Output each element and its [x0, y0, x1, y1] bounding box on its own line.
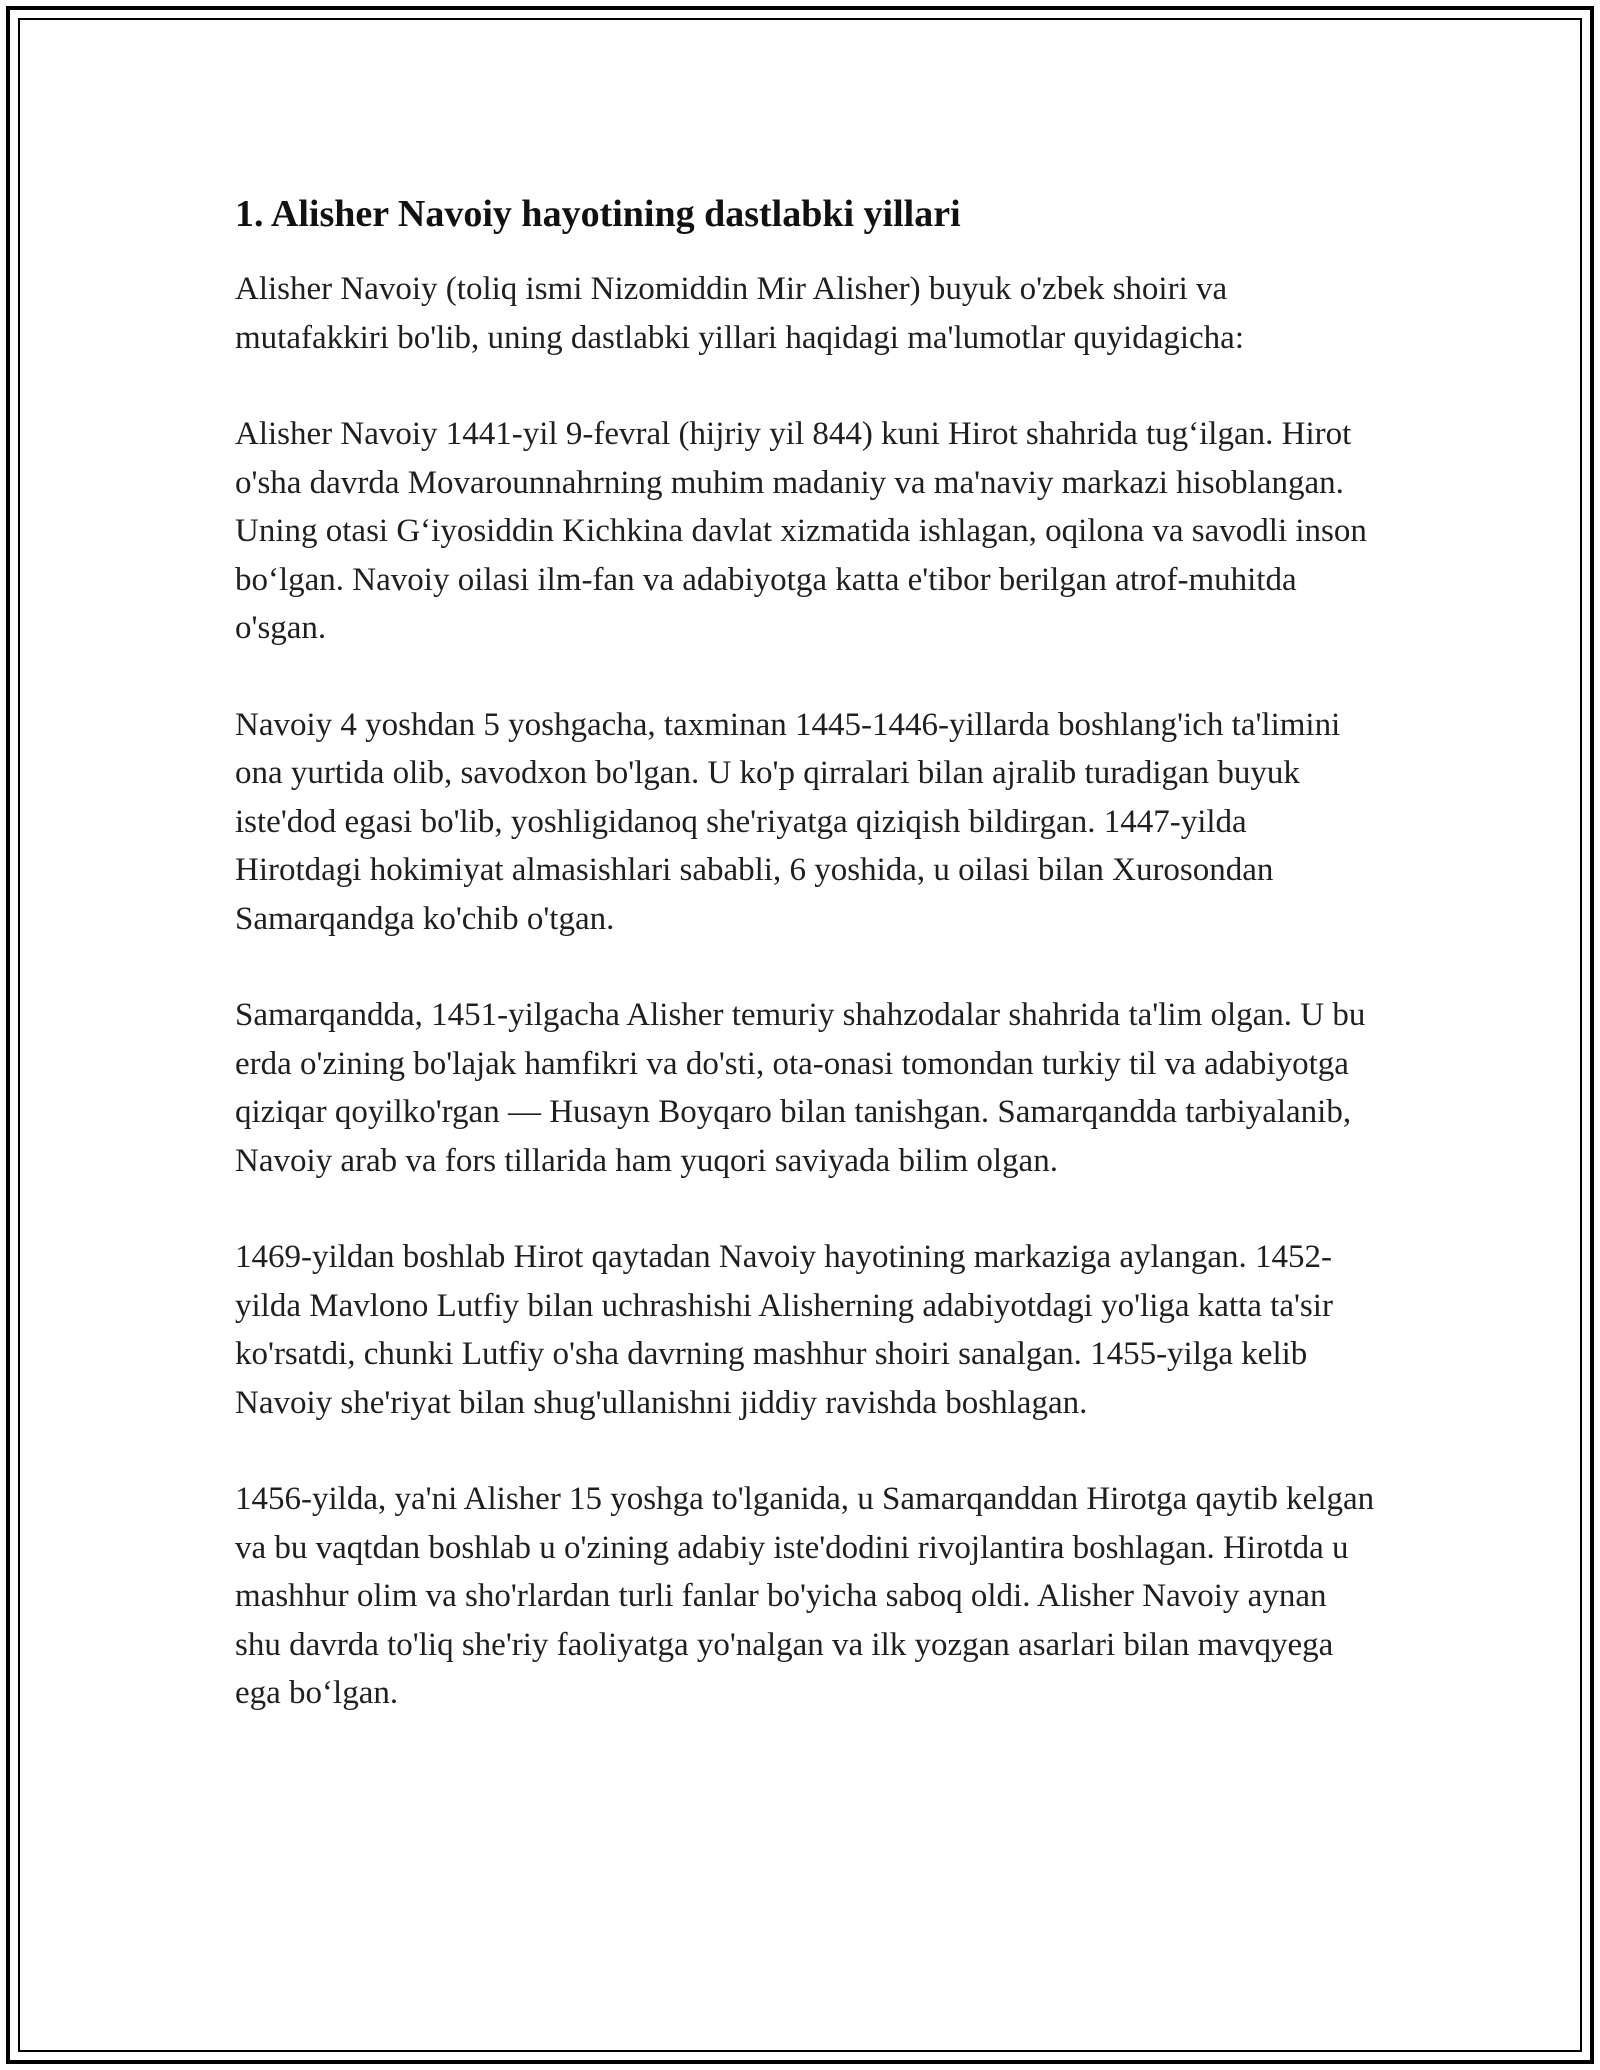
document-title: 1. Alisher Navoiy hayotining dastlabki yillari	[235, 193, 961, 235]
paragraph-birth: Alisher Navoiy 1441-yil 9-fevral (hijriy yil 844) kuni Hirot shahrida tug‘ilgan. Hirot o'sha davrda Movarounnahrning muhim madaniy va ma'naviy markazi hisoblangan. Uning otasi G‘iyosiddin Kichkina davlat xizmatida ishlagan, oqilona va savodli inson bo‘lgan. Navoiy oilasi ilm-fan va adabiyotga katta e'tibor berilgan atrof-muhitda o'sgan.	[235, 416, 1367, 646]
paragraph-literary-career: 1456-yilda, ya'ni Alisher 15 yoshga to'lganida, u Samarqanddan Hirotga qaytib kelgan va bu vaqtdan boshlab u o'zining adabiy iste'dodini rivojlantira boshlagan. Hirotda u mashhur olim va sho'rlardan turli fanlar bo'yicha saboq oldi. Alisher Navoiy aynan shu davrda to'liq she'riy faoliyatga yo'nalgan va ilk yozgan asarlari bilan mavqyega ega bo‘lgan.	[235, 1481, 1375, 1711]
paragraph-samarkand: Samarqandda, 1451-yilgacha Alisher temuriy shahzodalar shahrida ta'lim olgan. U bu erda o'zining bo'lajak hamfikri va do'sti, ota-onasi tomondan turkiy til va adabiyotga qiziqar qoyilko'rgan — Husayn Boyqaro bilan tanishgan. Samarqandda tarbiyalanib, Navoiy arab va fors tillarida ham yuqori saviyada bilim olgan.	[235, 997, 1366, 1179]
paragraph-herat-return: 1469-yildan boshlab Hirot qaytadan Navoiy hayotining markaziga aylangan. 1452-yilda Mavlono Lutfiy bilan uchrashishi Alisherning adabiyotdagi yo'liga katta ta'sir ko'rsatdi, chunki Lutfiy o'sha davrning mashhur shoiri sanalgan. 1455-yilga kelib Navoiy she'riyat bilan shug'ullanishni jiddiy ravishda boshlagan.	[235, 1239, 1333, 1421]
paragraph-intro: Alisher Navoiy (toliq ismi Nizomiddin Mir Alisher) buyuk o'zbek shoiri va mutafakkiri bo'lib, uning dastlabki yillari haqidagi ma'lumotlar quyidagicha:	[235, 271, 1244, 356]
document-body	[235, 185, 1375, 1766]
paragraph-early-education: Navoiy 4 yoshdan 5 yoshgacha, taxminan 1445-1446-yillarda boshlang'ich ta'limini ona yurtida olib, savodxon bo'lgan. U ko'p qirralari bilan ajralib turadigan buyuk iste'dod egasi bo'lib, yoshligidanoq she'riyatga qiziqish bildirgan. 1447-yilda Hirotdagi hokimiyat almasishlari sababli, 6 yoshida, u oilasi bilan Xurosondan Samarqandga ko'chib o'tgan.	[235, 706, 1341, 937]
